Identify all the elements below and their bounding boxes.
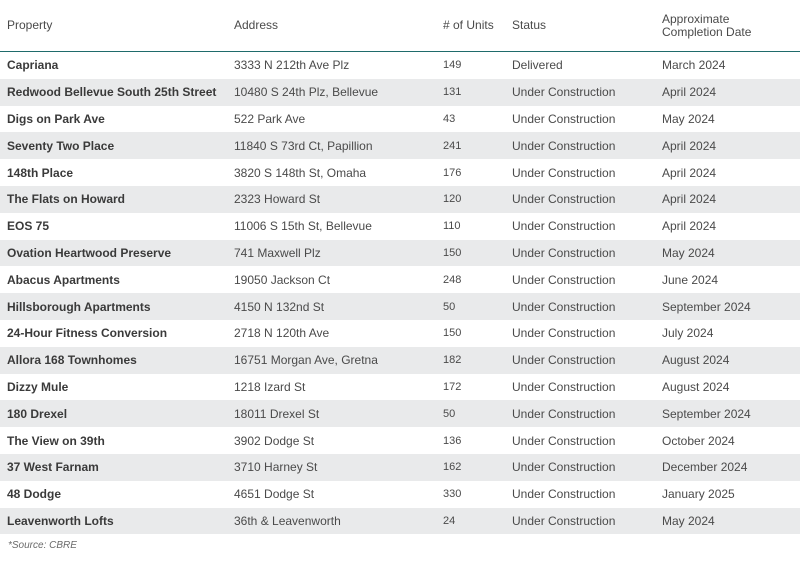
cell-status: Under Construction: [512, 513, 616, 528]
cell-completion: May 2024: [662, 111, 715, 126]
source-footnote: *Source: CBRE: [8, 540, 77, 551]
cell-completion: December 2024: [662, 460, 748, 475]
table-row: [0, 374, 800, 401]
table-row: [0, 508, 800, 535]
cell-completion: August 2024: [662, 379, 730, 394]
table-row: [0, 79, 800, 106]
cell-units: 149: [443, 59, 462, 72]
header-property: Property: [7, 18, 53, 32]
cell-property: 148th Place: [7, 165, 74, 180]
cell-address: 1218 Izard St: [234, 379, 306, 394]
cell-address: 3902 Dodge St: [234, 433, 315, 448]
table-row: [0, 159, 800, 186]
cell-completion: September 2024: [662, 299, 751, 314]
cell-status: Under Construction: [512, 245, 616, 260]
table-row: [0, 320, 800, 347]
cell-property: 180 Drexel: [7, 406, 68, 421]
cell-property: The View on 39th: [7, 433, 105, 448]
header-status: Status: [512, 18, 547, 32]
cell-address: 522 Park Ave: [234, 111, 306, 126]
table-row: [0, 454, 800, 481]
cell-completion: April 2024: [662, 219, 717, 234]
cell-units: 241: [443, 139, 462, 152]
cell-property: Seventy Two Place: [7, 138, 115, 153]
cell-status: Under Construction: [512, 487, 616, 502]
cell-address: 3333 N 212th Ave Plz: [234, 58, 350, 73]
cell-property: Hillsborough Apartments: [7, 299, 151, 314]
table-row: [0, 132, 800, 159]
header-units: # of Units: [443, 18, 494, 32]
cell-units: 136: [443, 434, 462, 447]
cell-status: Delivered: [512, 58, 563, 73]
cell-address: 11006 S 15th St, Bellevue: [234, 219, 372, 234]
cell-units: 172: [443, 380, 462, 393]
cell-completion: August 2024: [662, 353, 730, 368]
cell-status: Under Construction: [512, 165, 616, 180]
cell-status: Under Construction: [512, 299, 616, 314]
table-row: [0, 213, 800, 240]
cell-property: Allora 168 Townhomes: [7, 353, 137, 368]
cell-property: The Flats on Howard: [7, 192, 126, 207]
cell-property: Dizzy Mule: [7, 379, 69, 394]
header-address: Address: [234, 18, 279, 32]
cell-address: 16751 Morgan Ave, Gretna: [234, 353, 378, 368]
cell-units: 110: [443, 220, 461, 233]
cell-completion: July 2024: [662, 326, 714, 341]
cell-completion: April 2024: [662, 138, 717, 153]
cell-address: 2718 N 120th Ave: [234, 326, 330, 341]
cell-property: 48 Dodge: [7, 487, 62, 502]
cell-completion: October 2024: [662, 433, 735, 448]
table-row: [0, 52, 800, 79]
cell-completion: May 2024: [662, 245, 715, 260]
cell-property: Abacus Apartments: [7, 272, 120, 287]
cell-address: 36th & Leavenworth: [234, 513, 341, 528]
cell-status: Under Construction: [512, 353, 616, 368]
cell-units: 248: [443, 273, 462, 286]
cell-units: 176: [443, 166, 462, 179]
cell-completion: April 2024: [662, 85, 717, 100]
cell-completion: January 2025: [662, 487, 735, 502]
cell-property: Redwood Bellevue South 25th Street: [7, 85, 217, 100]
table-row: [0, 106, 800, 133]
table-row: [0, 240, 800, 267]
cell-units: 50: [443, 407, 456, 420]
cell-completion: May 2024: [662, 513, 715, 528]
cell-address: 11840 S 73rd Ct, Papillion: [234, 138, 373, 153]
cell-status: Under Construction: [512, 460, 616, 475]
table-row: [0, 427, 800, 454]
cell-address: 3710 Harney St: [234, 460, 318, 475]
cell-completion: April 2024: [662, 192, 717, 207]
cell-property: Capriana: [7, 58, 59, 73]
cell-address: 18011 Drexel St: [234, 406, 320, 421]
cell-units: 120: [443, 193, 462, 206]
cell-units: 43: [443, 112, 456, 125]
cell-units: 150: [443, 327, 462, 340]
cell-units: 24: [443, 514, 456, 527]
cell-status: Under Construction: [512, 379, 616, 394]
table-row: [0, 347, 800, 374]
table-row: [0, 266, 800, 293]
table-row: [0, 186, 800, 213]
cell-address: 4651 Dodge St: [234, 487, 315, 502]
cell-units: 162: [443, 461, 462, 474]
table-header: [0, 0, 800, 52]
cell-address: 2323 Howard St: [234, 192, 321, 207]
header-completion-line1: Approximate: [662, 11, 730, 26]
cell-property: Leavenworth Lofts: [7, 513, 114, 528]
cell-completion: April 2024: [662, 165, 717, 180]
cell-status: Under Construction: [512, 111, 616, 126]
cell-status: Under Construction: [512, 219, 616, 234]
cell-status: Under Construction: [512, 192, 616, 207]
cell-address: 3820 S 148th St, Omaha: [234, 165, 367, 180]
table-row: [0, 400, 800, 427]
table-body: [0, 52, 800, 534]
table-row: [0, 293, 800, 320]
cell-status: Under Construction: [512, 326, 616, 341]
cell-property: Ovation Heartwood Preserve: [7, 245, 172, 260]
header-completion: [662, 0, 800, 51]
table-row: [0, 481, 800, 508]
cell-completion: June 2024: [662, 272, 719, 287]
cell-units: 330: [443, 488, 462, 501]
cell-status: Under Construction: [512, 406, 616, 421]
cell-status: Under Construction: [512, 85, 616, 100]
cell-property: EOS 75: [7, 219, 50, 234]
cell-status: Under Construction: [512, 272, 616, 287]
cell-property: 24-Hour Fitness Conversion: [7, 326, 168, 341]
cell-units: 50: [443, 300, 456, 313]
cell-status: Under Construction: [512, 138, 616, 153]
cell-address: 10480 S 24th Plz, Bellevue: [234, 85, 379, 100]
cell-property: Digs on Park Ave: [7, 111, 105, 126]
cell-property: 37 West Farnam: [7, 460, 99, 475]
cell-units: 182: [443, 354, 462, 367]
cell-completion: September 2024: [662, 406, 751, 421]
cell-address: 4150 N 132nd St: [234, 299, 325, 314]
cell-status: Under Construction: [512, 433, 616, 448]
header-completion-line2: Completion Date: [662, 24, 752, 39]
cell-address: 741 Maxwell Plz: [234, 245, 321, 260]
cell-units: 150: [443, 246, 462, 259]
cell-address: 19050 Jackson Ct: [234, 272, 331, 287]
cell-units: 131: [443, 86, 462, 99]
cell-completion: March 2024: [662, 58, 726, 73]
